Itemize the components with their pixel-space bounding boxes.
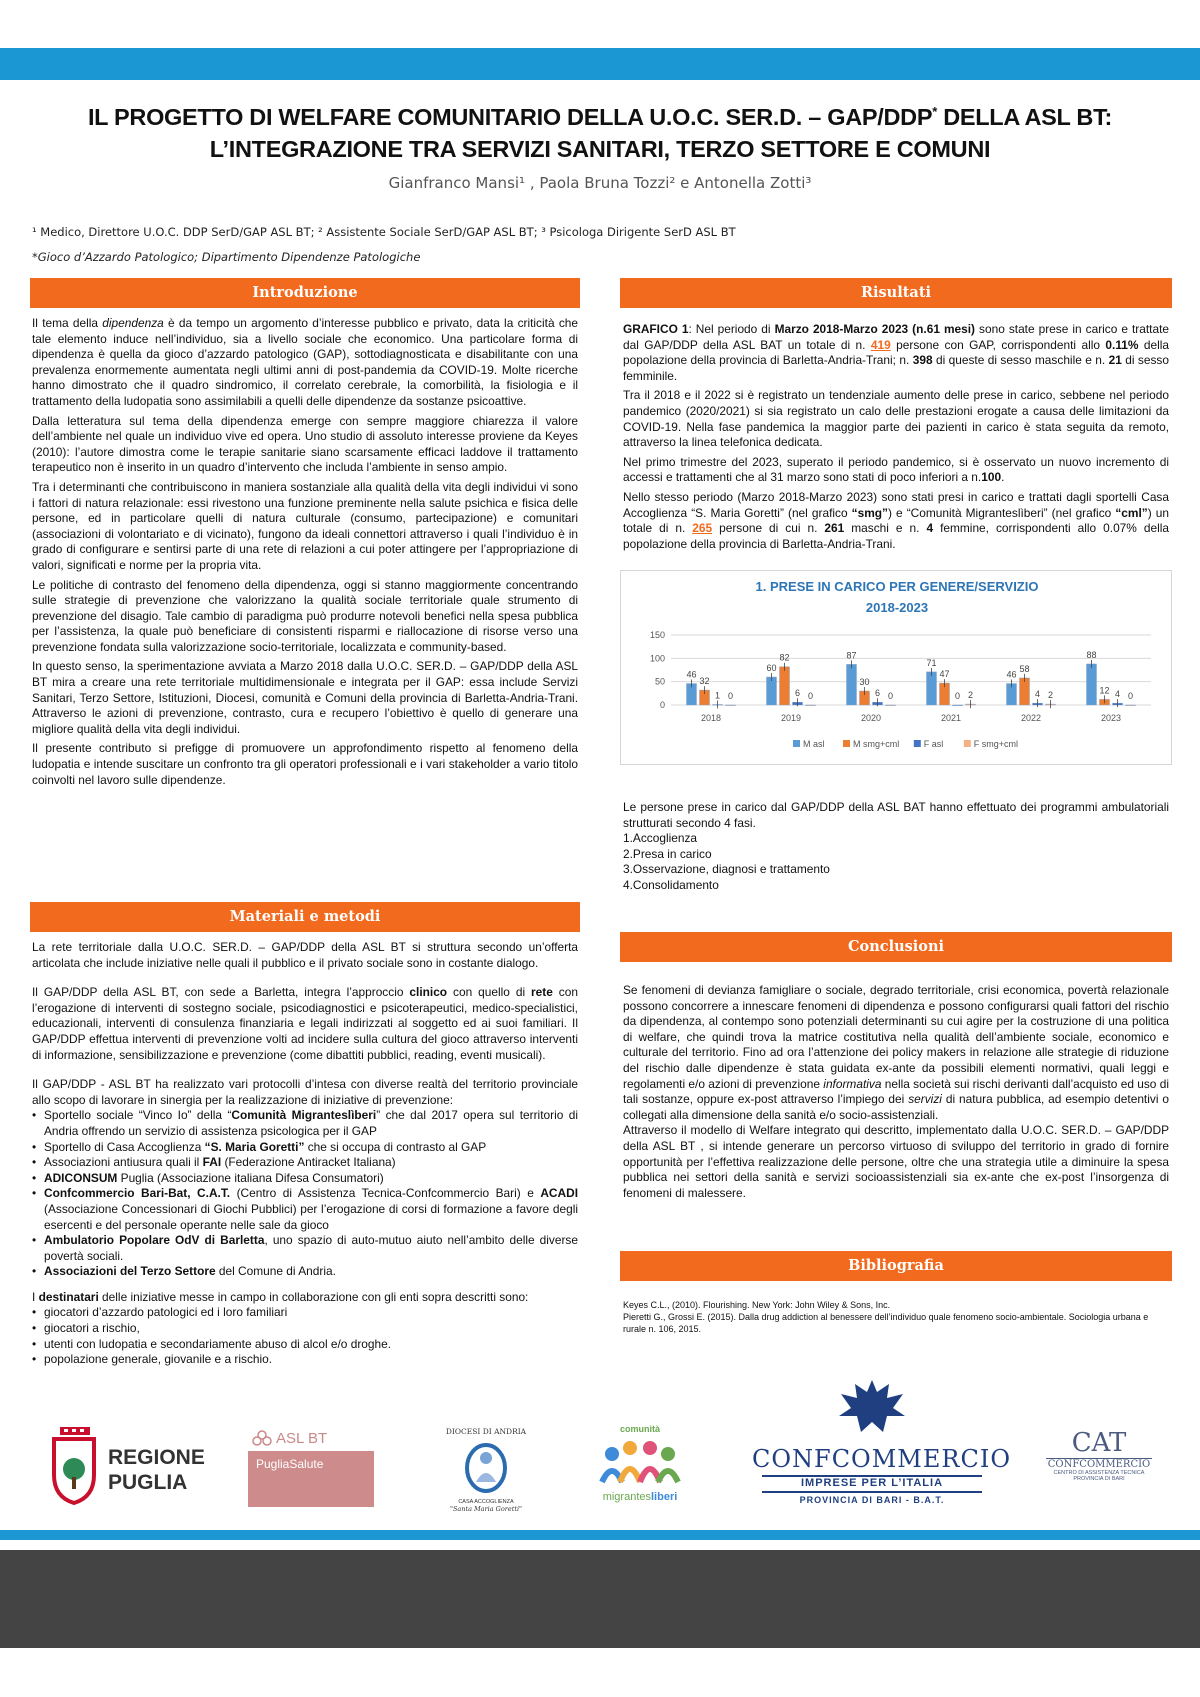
legend-label: M asl bbox=[803, 739, 825, 749]
list-item: • giocatori a rischio, bbox=[32, 1321, 578, 1337]
data-label: 88 bbox=[1086, 649, 1097, 660]
conclusions-paragraph: Attraverso il modello di Welfare integrato qui descritto, implementato dalla U.O.C. SER.D. – GAP/DDP della ASL BT , si intende generare un percorso virtuoso di sviluppo del territorio in grado di fornire opportunità per l’effettiva realizzazione delle persone, oltre che una strategia utile a diminuire la spesa pubblica nei settori della sanità e servizi socioassistenziali sia ex-ante che ex-post l’insorgenza di fenomeni di malessere. bbox=[623, 1123, 1169, 1200]
data-label: 46 bbox=[686, 669, 697, 680]
x-tick-label: 2023 bbox=[1100, 713, 1122, 723]
phases-text bbox=[623, 800, 1169, 894]
list-item: • Sportello di Casa Accoglienza “S. Maria Goretti” che si occupa di contrasto al GAP bbox=[32, 1140, 578, 1156]
data-label: 0 bbox=[807, 691, 814, 701]
bar bbox=[1126, 705, 1136, 706]
legend-label: F smg+cml bbox=[973, 739, 1019, 749]
data-label: 47 bbox=[939, 669, 950, 680]
results-paragraph: Nello stesso periodo (Marzo 2018-Marzo 2023) sono stati presi in carico e trattati dagli sportelli Casa Accoglienza “S. Maria Goretti” (nel grafico “smg”) e “Comunità Migranteslìberi” (nel grafico “cml”) un totale di n. 265 persone di cui n. 261 maschi e n. 4 femmine, corrispondenti allo 0.07% della popolazione della provincia di Barletta-Andria-Trani. bbox=[623, 489, 1169, 551]
intro-paragraph: Il tema della dipendenza è da tempo un argomento d’interesse pubblico e privato, data la criticità che tale elemento induce nell’individuo, sia a livello sociale che economico. Una particolare forma di dipendenza è quella da gioco d’azzardo patologico (GAP), sottodiagnosticata e disabilitante con una prevalenza enormemente aumentata negli ultimi anni di post-pandemia da COVID-19. Molte ricerche hanno dimostrato che il quadro sindromico, il correlato cerebrale, la comorbilità, la fisiologia e il trattamento della ludopatia sono assimilabili a quelli delle dipendenze da sostanze psicoattive. bbox=[32, 316, 578, 408]
protocols-list bbox=[32, 1108, 578, 1280]
data-label: 71 bbox=[926, 657, 937, 668]
reference-item: Keyes C.L., (2010). Flourishing. New York: John Wiley & Sons, Inc. bbox=[623, 1300, 891, 1310]
y-tick-label: 50 bbox=[654, 676, 665, 687]
confcommercio-prov: PROVINCIA DI BARI - B.A.T. bbox=[799, 1495, 945, 1505]
data-label: 0 bbox=[1127, 691, 1134, 701]
migranti-label-b: liberi bbox=[651, 1491, 678, 1503]
materials-paragraph: Il GAP/DDP - ASL BT ha realizzato vari protocolli d’intesa con diverse realtà del territorio provinciale allo scopo di lavorare in sinergia per la realizzazione di iniziative di prevenzione: bbox=[32, 1077, 578, 1107]
confcommercio-label: CONFCOMMERCIO bbox=[752, 1445, 1011, 1473]
bar bbox=[806, 705, 816, 706]
phase-item: 4.Consolidamento bbox=[623, 877, 719, 892]
list-item: • popolazione generale, giovanile e a rischio. bbox=[32, 1352, 578, 1368]
materials-paragraph: I destinatari delle iniziative messe in campo in collaborazione con gli enti sopra descritti sono: bbox=[32, 1289, 529, 1304]
intro-paragraph: Tra i determinanti che contribuiscono in maniera sostanziale alla qualità della vita degli individui vi sono i fattori di natura relazionale: essi rivestono una funzione preminente nella salute psichica e fisica delle persone, ed in particolare quelli di natura culturale (consumo, partecipazione) e comunitari (associazioni di volontariato e di vicinato), fungono da ideali connettori attraverso i quali l’individuo è in grado di configurare e sentirsi parte di una rete di relazioni a cui poter attingere per l’appropriazione di valori, significati e norme per la propria vita. bbox=[32, 479, 578, 572]
bottom-dark-band bbox=[0, 1550, 1200, 1648]
intro-paragraph: Il presente contributo si prefigge di promuovere un approfondimento rispetto al fenomeno della ludopatia e intende suscitare un confronto tra gli operatori professionali e i vari stakeholder a vario titolo coinvolti nel lavoro sulle dipendenze. bbox=[32, 741, 578, 787]
phase-item: 2.Presa in carico bbox=[623, 846, 712, 861]
bar bbox=[726, 705, 736, 706]
phase-item: 3.Osservazione, diagnosi e trattamento bbox=[623, 862, 830, 877]
bar bbox=[1020, 678, 1030, 705]
regione-label-1: REGIONE bbox=[108, 1446, 205, 1469]
abbreviations-note: *Gioco d’Azzardo Patologico; Dipartimento Dipendenze Patologiche bbox=[32, 250, 421, 264]
y-tick-label: 100 bbox=[649, 653, 665, 664]
cat-sub2: CENTRO DI ASSISTENZA TECNICA bbox=[1053, 1470, 1145, 1476]
asl-sub-label: PugliaSalute bbox=[256, 1457, 324, 1471]
intro-paragraph: Le politiche di contrasto del fenomeno della dipendenza, oggi si stanno maggiormente concentrando sulle strategie di prevenzione che valorizzano la qualità sociale territoriale quale strumento di prevenzione del disagio. Tale cambio di paradigma può produrre notevoli benefici nella spesa pubblica per l’assistenza, la quale può beneficiare di consistenti risparmi e riallocazione di risorse verso una prevenzione fondata sulla valorizzazione socio-territoriale, localizzata e community-based. bbox=[32, 577, 578, 654]
intro-paragraph: Dalla letteratura sul tema della dipendenza emerge con sempre maggiore chiarezza il valore dell’ambiente nel quale un individuo vive ed opera. Uno studio di assoluto interesse proviene da Keyes (2010): l’autore dimostra come le terapie sanitarie siano scarsamente efficaci laddove il trattamento terapeutico non è inserito in un quadro d’intervento che includa l’ambiente in senso ampio. bbox=[32, 413, 578, 475]
legend-swatch bbox=[964, 740, 971, 747]
list-item: • Ambulatorio Popolare OdV di Barletta, uno spazio di auto-mutuo aiuto nell’ambito delle diverse povertà sociali. bbox=[32, 1233, 578, 1264]
results-paragraph: GRAFICO 1: Nel periodo di Marzo 2018-Marzo 2023 (n.61 mesi) sono state prese in carico e trattate dal GAP/DDP della ASL BAT un totale di n. 419 persone con GAP, corrispondenti allo 0.11% della popolazione della provincia di Barletta-Andria-Trani; n. 398 di queste di sesso maschile e n. 21 di sesso femminile. bbox=[623, 322, 1170, 383]
x-tick-label: 2019 bbox=[780, 713, 802, 723]
logo-cat bbox=[1034, 1428, 1164, 1502]
results-paragraph: Le persone prese in carico dal GAP/DDP della ASL BAT hanno effettuato dei programmi ambulatoriali strutturati secondo 4 fasi. bbox=[623, 800, 1169, 830]
diocesi-label: DIOCESI DI ANDRIA bbox=[445, 1427, 527, 1436]
data-label: 0 bbox=[727, 691, 734, 701]
x-tick-label: 2022 bbox=[1020, 713, 1042, 723]
section-header-risultati: Risultati bbox=[620, 278, 1172, 308]
regione-puglia-crest-icon bbox=[50, 1427, 98, 1505]
poster-title: IL PROGETTO DI WELFARE COMUNITARIO DELLA U.O.C. SER.D. – GAP/DDP* DELLA ASL BT: L’INTEGRAZIONE TRA SERVIZI SANITARI, TERZO SETTORE E COMUNI bbox=[87, 103, 1113, 162]
migranti-top-label: comunità bbox=[619, 1424, 660, 1434]
legend-swatch bbox=[793, 740, 800, 747]
data-label: 60 bbox=[766, 663, 777, 673]
data-label: 6 bbox=[794, 688, 801, 699]
list-item: • giocatori d’azzardo patologici ed i loro familiari bbox=[32, 1305, 578, 1321]
y-tick-label: 150 bbox=[649, 630, 665, 640]
bottom-color-stripe bbox=[0, 1530, 1200, 1540]
list-item: • Confcommercio Bari-Bat, C.A.T. (Centro di Assistenza Tecnica-Confcommercio Bari) e ACADI (Associazione Concessionari di Giochi Pubblici) per l’erogazione di corsi di formazione a favore degli esercenti e del personale operante nelle sale da gioco bbox=[32, 1186, 578, 1233]
phase-item: 1.Accoglienza bbox=[623, 831, 698, 846]
bar bbox=[953, 705, 963, 706]
x-tick-label: 2021 bbox=[940, 713, 962, 723]
materials-paragraph: La rete territoriale dalla U.O.C. SER.D. – GAP/DDP della ASL BT si struttura secondo un’offerta articolata che include iniziative nelle quali il pubblico e il privato sociale sono in costante dialogo. bbox=[32, 940, 578, 970]
intro-paragraph: In questo senso, la sperimentazione avviata a Marzo 2018 dalla U.O.C. SER.D. – GAP/DDP della ASL BT mira a creare una rete territoriale multidimensionale e integrata per il GAP: essa include Servizi Sanitari, Terzo Settore, Istituzioni, Diocesi, comunità e Comuni della provincia di Barletta-Andria-Trani. Attraverso le azioni di prevenzione, contrasto, cura e recupero l’obiettivo è quello di generare una migliore qualità della vita degli individui. bbox=[32, 659, 578, 736]
diocesi-sub1: CASA ACCOGLIENZA bbox=[458, 1499, 514, 1505]
authors: Gianfranco Mansi¹ , Paola Bruna Tozzi² e Antonella Zotti³ bbox=[388, 174, 812, 192]
conclusions-text bbox=[623, 983, 1169, 1205]
logo-regione-puglia bbox=[50, 1427, 210, 1507]
eagle-icon bbox=[837, 1376, 907, 1438]
legend-label: F asl bbox=[923, 739, 944, 749]
list-item: • Sportello sociale “Vinco Io” della “Comunità Migranteslìberi” che dal 2017 opera sul territorio di Andria offrendo un servizio di assistenza psicologica per il GAP bbox=[32, 1108, 578, 1139]
list-item: • utenti con ludopatia e secondariamente abuso di alcol e/o droghe. bbox=[32, 1337, 578, 1353]
bar bbox=[767, 677, 777, 705]
cat-label: CAT bbox=[1071, 1428, 1127, 1458]
data-label: 6 bbox=[874, 688, 881, 699]
cat-sub3: PROVINCIA DI BARI bbox=[1073, 1476, 1125, 1482]
chart-title: 1. PRESE IN CARICO PER GENERE/SERVIZIO bbox=[755, 579, 1039, 594]
section-header-conclusioni: Conclusioni bbox=[620, 932, 1172, 962]
regione-label-2: PUGLIA bbox=[108, 1471, 188, 1494]
data-label: 87 bbox=[846, 650, 857, 661]
data-label: 0 bbox=[954, 691, 961, 701]
asl-flower-icon bbox=[252, 1429, 272, 1451]
data-label: 30 bbox=[859, 677, 870, 687]
bar bbox=[847, 664, 857, 705]
bar bbox=[927, 672, 937, 705]
y-tick-label: 0 bbox=[659, 700, 665, 710]
x-tick-label: 2018 bbox=[700, 713, 722, 723]
data-label: 82 bbox=[779, 652, 790, 663]
legend-swatch bbox=[843, 740, 850, 747]
section-header-introduzione: Introduzione bbox=[30, 278, 580, 308]
asl-label: ASL BT bbox=[276, 1430, 328, 1447]
asl-box bbox=[248, 1451, 374, 1507]
legend-swatch bbox=[914, 740, 921, 747]
logo-diocesi-andria bbox=[440, 1427, 532, 1517]
people-circle-icon bbox=[598, 1434, 682, 1486]
affiliations: ¹ Medico, Direttore U.O.C. DDP SerD/GAP ASL BT; ² Assistente Sociale SerD/GAP ASL BT; ³ Psicologa Dirigente SerD ASL BT bbox=[32, 225, 736, 239]
reference-item: Pieretti G., Grossi E. (2015). Dalla drug addiction al benessere dell’individuo quale fenomeno socio-ambientale. Sociologia urbana e rurale n. 106, 2015. bbox=[623, 1312, 1149, 1334]
section-header-materiali: Materiali e metodi bbox=[30, 902, 580, 932]
recipients-list bbox=[32, 1305, 578, 1367]
migranti-label-a: migrantes bbox=[602, 1491, 651, 1503]
logo-asl-bt bbox=[248, 1427, 374, 1511]
bar bbox=[1087, 664, 1097, 705]
logo-confcommercio bbox=[752, 1376, 1011, 1516]
confcommercio-sub: IMPRESE PER L’ITALIA bbox=[800, 1477, 944, 1489]
data-label: 4 bbox=[1114, 689, 1121, 700]
data-label: 46 bbox=[1006, 669, 1017, 680]
conclusions-paragraph: Se fenomeni di devianza famigliare o sociale, degrado territoriale, crisi economica, povertà relazionale possono concorrere a innescare fenomeni di dipendenza e possono configurarsi quali fattori del rischio da dipendenza, al contempo sono potenziali determinanti su cui agire per la costruzione di una politica di welfare, che quindi trova la matrice costitutiva nella qualità dell’ambiente sociale, economico e culturale del territorio. Fino ad ora l’attenzione dei policy makers in relazione alle strategie di riduzione del rischio dalle dipendenze è stata guidata ex-ante da possibili elementi normativi, quali leggi e regolamenti e/o azioni di prevenzione informativa nella società sui rischi derivanti dall’acquisto ed uso di tali sostanze, oppure ex-post attraverso l’impiego dei servizi di natura pubblica, ad esempio detentivi o collegati alla dimensione della sanità e/o socio-assistenziali. bbox=[623, 983, 1169, 1122]
top-color-bar bbox=[0, 48, 1200, 80]
list-item: • ADICONSUM Puglia (Associazione italiana Difesa Consumatori) bbox=[32, 1171, 578, 1187]
data-label: 2 bbox=[1047, 690, 1054, 701]
bar bbox=[886, 705, 896, 706]
diocesi-sub2: "Santa Maria Goretti" bbox=[449, 1505, 523, 1513]
materials-paragraph: Il GAP/DDP della ASL BT, con sede a Barletta, integra l’approccio clinico con quello di rete con l’erogazione di interventi di sostegno sociale, psicodiagnostici e psicoterapeutici, medico-specialistici, educazionali, interventi di consulenza finanziaria e legali indirizzati al soggetto ed ai suoi familiari. Il GAP/DDP effettua interventi di prevenzione volti ad incidere sulla cultura del gioco attraverso interventi di informazione, sensibilizzazione e prevenzione (come dibattiti pubblici, reading, eventi musicali). bbox=[32, 985, 578, 1062]
x-tick-label: 2020 bbox=[860, 713, 882, 723]
data-label: 0 bbox=[887, 691, 894, 701]
list-item: • Associazioni del Terzo Settore del Comune di Andria. bbox=[32, 1264, 578, 1280]
bar bbox=[780, 667, 790, 705]
list-item: • Associazioni antiusura quali il FAI (Federazione Antiracket Italiana) bbox=[32, 1155, 578, 1171]
data-label: 58 bbox=[1019, 663, 1030, 674]
data-label: 4 bbox=[1034, 689, 1041, 700]
materials-text bbox=[32, 940, 578, 1368]
data-label: 12 bbox=[1099, 685, 1110, 696]
cat-sub1: CONFCOMMERCIO bbox=[1047, 1459, 1151, 1470]
data-label: 2 bbox=[967, 690, 974, 701]
chart-prese-in-carico bbox=[620, 570, 1172, 765]
legend-label: M smg+cml bbox=[853, 739, 900, 749]
data-label: 1 bbox=[714, 690, 721, 701]
chart-subtitle: 2018-2023 bbox=[865, 600, 929, 615]
logo-migranti-liberi bbox=[595, 1424, 685, 1512]
bibliography-text bbox=[623, 1299, 1169, 1335]
results-paragraph: Tra il 2018 e il 2022 si è registrato un tendenziale aumento delle prese in carico, sebbene nel periodo pandemico (2020/2021) si sia registrato un calo delle prestazioni erogate a causa delle limitazioni da COVID-19. Nella fase pandemica la maggior parte dei pazienti in carico è stata seguita da remoto, attraverso la linea telefonica dedicata. bbox=[623, 388, 1169, 450]
bar-chart bbox=[621, 571, 1173, 766]
results-paragraph: Nel primo trimestre del 2023, superato il periodo pandemico, si è osservato un nuovo incremento di accessi e trattamenti che al 31 marzo sono stati di poco inferiori a n.100. bbox=[623, 454, 1169, 485]
casa-accoglienza-icon bbox=[461, 1442, 511, 1494]
intro-text bbox=[32, 316, 578, 792]
data-label: 32 bbox=[699, 676, 710, 687]
section-header-bibliografia: Bibliografia bbox=[620, 1251, 1172, 1281]
results-text bbox=[623, 322, 1169, 556]
